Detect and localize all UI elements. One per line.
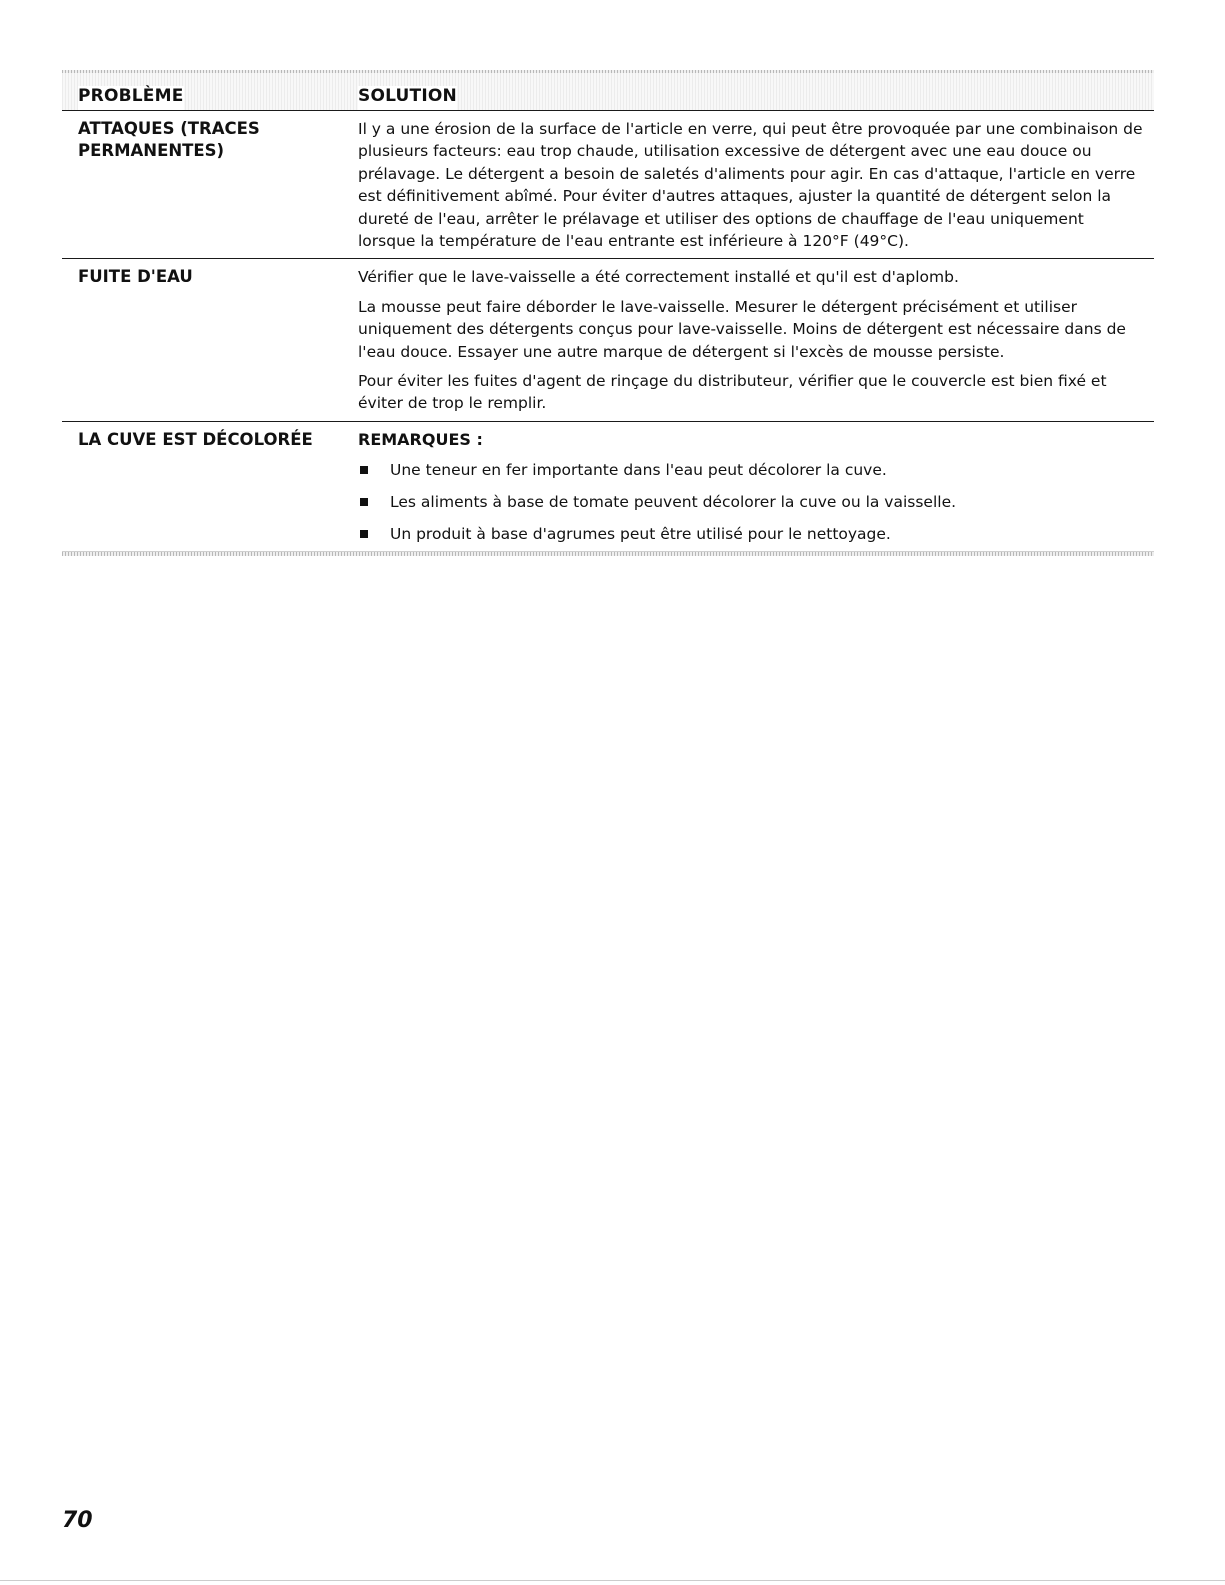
list-item-text: Une teneur en fer importante dans l'eau peut décolorer la cuve. (390, 460, 887, 479)
problem-label: LA CUVE EST DÉCOLORÉE (78, 429, 313, 449)
table-bottom-rule (62, 551, 1154, 556)
solution-paragraph: Il y a une érosion de la surface de l'article en verre, qui peut être provoquée par une combinaison de plusieurs facteurs: eau trop chaude, utilisation excessive de détergent avec une eau douce ou prélavage. Le détergent a besoin de saletés d'aliments pour agir. En cas d'attaque, l'article en verre est définitivement abîmé. Pour éviter d'autres attaques, ajuster la quantité de détergent selon la dureté de l'eau, arrêter le prélavage et utiliser des options de chauffage de l'eau uniquement lorsque la température de l'eau entrante est inférieure à 120°F (49°C). (358, 120, 1143, 251)
list-item-text: Un produit à base d'agrumes peut être utilisé pour le nettoyage. (390, 524, 891, 543)
page-bottom-divider (0, 1580, 1225, 1581)
solution-cell (358, 429, 1154, 545)
problem-label: ATTAQUES (TRACES PERMANENTES) (78, 119, 260, 160)
notes-title: REMARQUES : (358, 429, 483, 449)
bullet-square-icon (360, 466, 368, 474)
list-item (358, 523, 1146, 545)
header-problem-label: PROBLÈME (78, 86, 184, 110)
table-row-attaques (62, 111, 1154, 259)
header-problem-cell (62, 86, 358, 110)
list-item-text: Les aliments à base de tomate peuvent décolorer la cuve ou la vaisselle. (390, 492, 957, 511)
list-item (358, 459, 1146, 481)
list-item (358, 491, 1146, 513)
table-header-row (62, 73, 1154, 111)
solution-cell (358, 118, 1154, 252)
bullet-square-icon (360, 498, 368, 506)
troubleshooting-table (62, 70, 1154, 556)
table-row-cuve (62, 422, 1154, 551)
header-solution-label: SOLUTION (358, 86, 457, 110)
page-number: 70 (62, 1508, 93, 1533)
problem-cell (62, 266, 358, 414)
solution-paragraph: Vérifier que le lave-vaisselle a été correctement installé et qu'il est d'aplomb. (358, 268, 959, 287)
solution-paragraph: Pour éviter les fuites d'agent de rinçage du distributeur, vérifier que le couvercle est bien fixé et éviter de trop le remplir. (358, 372, 1107, 413)
problem-cell (62, 118, 358, 252)
problem-label: FUITE D'EAU (78, 267, 193, 287)
table-row-fuite (62, 259, 1154, 421)
solution-paragraph: La mousse peut faire déborder le lave-vaisselle. Mesurer le détergent précisément et utiliser uniquement des détergents conçus pour lave-vaisselle. Moins de détergent est nécessaire dans de l'eau douce. Essayer une autre marque de détergent si l'excès de mousse persiste. (358, 297, 1126, 361)
problem-cell (62, 429, 358, 545)
bullet-square-icon (360, 530, 368, 538)
solution-cell (358, 266, 1154, 414)
header-solution-cell (358, 86, 1154, 110)
